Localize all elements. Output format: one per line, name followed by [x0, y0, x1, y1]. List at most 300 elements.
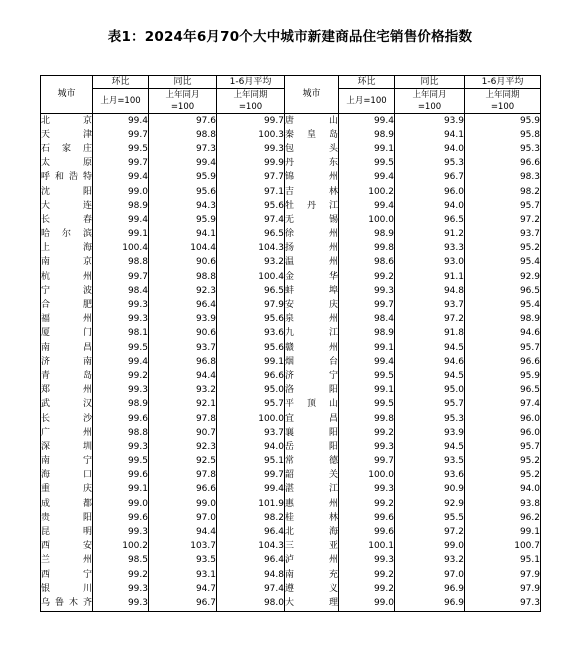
left-mom-value: 99.3: [93, 525, 149, 539]
right-avg-value: 96.5: [465, 284, 541, 298]
right-mom-value: 100.0: [339, 469, 395, 483]
table-row: [41, 511, 541, 525]
header-yoy-base-left-1: 上年同月: [149, 89, 217, 102]
left-avg-value: 96.5: [217, 228, 285, 242]
left-yoy-value: 98.8: [149, 270, 217, 284]
left-yoy-value: 104.4: [149, 242, 217, 256]
left-yoy-value: 98.8: [149, 128, 217, 142]
right-avg-value: 94.0: [465, 483, 541, 497]
price-index-table: [40, 75, 541, 612]
right-yoy-value: 90.9: [395, 483, 465, 497]
left-avg-value: 95.7: [217, 398, 285, 412]
table-row: [41, 313, 541, 327]
page-title: 表1：2024年6月70个大中城市新建商品住宅销售价格指数: [107, 29, 473, 45]
table-row: [41, 540, 541, 554]
right-city-name: 徐州: [285, 228, 339, 242]
left-city-name: 西安: [41, 540, 93, 554]
table-row: [41, 497, 541, 511]
right-mom-value: 99.1: [339, 341, 395, 355]
right-avg-value: 96.0: [465, 412, 541, 426]
right-city-name: 烟台: [285, 355, 339, 369]
table-row: [41, 355, 541, 369]
left-city-name: 昆明: [41, 525, 93, 539]
left-yoy-value: 92.3: [149, 440, 217, 454]
left-yoy-value: 97.8: [149, 469, 217, 483]
left-avg-value: 97.9: [217, 298, 285, 312]
left-yoy-value: 93.1: [149, 568, 217, 582]
right-yoy-value: 95.7: [395, 398, 465, 412]
left-yoy-value: 93.7: [149, 341, 217, 355]
right-yoy-value: 96.7: [395, 171, 465, 185]
left-city-name: 宁波: [41, 284, 93, 298]
right-avg-value: 96.2: [465, 511, 541, 525]
left-city-name: 合肥: [41, 298, 93, 312]
right-yoy-value: 95.3: [395, 412, 465, 426]
right-mom-value: 100.0: [339, 213, 395, 227]
right-yoy-value: 93.2: [395, 554, 465, 568]
right-avg-value: 95.4: [465, 298, 541, 312]
left-mom-value: 99.4: [93, 171, 149, 185]
left-city-name: 青岛: [41, 369, 93, 383]
header-avg-base-left-1: 上年同期: [217, 89, 285, 102]
right-city-name: 包头: [285, 142, 339, 156]
right-mom-value: 99.2: [339, 582, 395, 596]
right-city-name: 金华: [285, 270, 339, 284]
right-avg-value: 97.9: [465, 568, 541, 582]
left-avg-value: 94.8: [217, 568, 285, 582]
left-yoy-value: 95.9: [149, 213, 217, 227]
left-yoy-value: 94.4: [149, 369, 217, 383]
left-city-name: 海口: [41, 469, 93, 483]
right-avg-value: 97.3: [465, 596, 541, 611]
left-mom-value: 99.3: [93, 384, 149, 398]
right-mom-value: 99.5: [339, 157, 395, 171]
left-avg-value: 98.0: [217, 596, 285, 611]
right-city-name: 岳阳: [285, 440, 339, 454]
left-mom-value: 99.6: [93, 412, 149, 426]
left-city-name: 南昌: [41, 341, 93, 355]
right-yoy-value: 94.6: [395, 355, 465, 369]
left-yoy-value: 97.3: [149, 142, 217, 156]
left-mom-value: 99.6: [93, 511, 149, 525]
right-yoy-value: 93.0: [395, 256, 465, 270]
right-yoy-value: 93.7: [395, 298, 465, 312]
right-avg-value: 94.6: [465, 327, 541, 341]
header-city-left: 城市: [41, 76, 93, 114]
right-yoy-value: 96.5: [395, 213, 465, 227]
left-city-name: 武汉: [41, 398, 93, 412]
right-yoy-value: 94.5: [395, 369, 465, 383]
right-city-name: 常德: [285, 455, 339, 469]
table-row: [41, 369, 541, 383]
right-city-name: 泉州: [285, 313, 339, 327]
right-city-name: 韶关: [285, 469, 339, 483]
left-yoy-value: 99.4: [149, 157, 217, 171]
left-yoy-value: 95.6: [149, 185, 217, 199]
right-avg-value: 100.7: [465, 540, 541, 554]
table-row: [41, 596, 541, 611]
right-yoy-value: 94.0: [395, 142, 465, 156]
header-mom-right: 环比: [339, 76, 395, 89]
table-row: [41, 242, 541, 256]
left-city-name: 重庆: [41, 483, 93, 497]
left-city-name: 太原: [41, 157, 93, 171]
right-avg-value: 99.1: [465, 525, 541, 539]
left-mom-value: 99.3: [93, 298, 149, 312]
left-mom-value: 99.7: [93, 157, 149, 171]
table-row: [41, 199, 541, 213]
left-avg-value: 97.4: [217, 582, 285, 596]
left-mom-value: 99.1: [93, 483, 149, 497]
right-yoy-value: 92.9: [395, 497, 465, 511]
left-avg-value: 95.6: [217, 199, 285, 213]
table-row: [41, 554, 541, 568]
left-yoy-value: 93.2: [149, 384, 217, 398]
right-city-name: 南充: [285, 568, 339, 582]
right-yoy-value: 93.5: [395, 455, 465, 469]
left-yoy-value: 92.1: [149, 398, 217, 412]
header-yoy-left: 同比: [149, 76, 217, 89]
right-mom-value: 99.3: [339, 440, 395, 454]
table-row: [41, 270, 541, 284]
left-mom-value: 99.7: [93, 270, 149, 284]
left-city-name: 贵阳: [41, 511, 93, 525]
right-city-name: 三亚: [285, 540, 339, 554]
table-row: [41, 185, 541, 199]
table-body: [41, 114, 541, 612]
right-mom-value: 98.9: [339, 228, 395, 242]
left-yoy-value: 90.6: [149, 327, 217, 341]
left-avg-value: 97.1: [217, 185, 285, 199]
left-avg-value: 99.7: [217, 469, 285, 483]
left-yoy-value: 99.0: [149, 497, 217, 511]
table-row: [41, 398, 541, 412]
right-avg-value: 95.7: [465, 341, 541, 355]
left-mom-value: 98.9: [93, 199, 149, 213]
right-avg-value: 93.7: [465, 228, 541, 242]
table-row: [41, 114, 541, 129]
left-city-name: 上海: [41, 242, 93, 256]
table-row: [41, 412, 541, 426]
left-avg-value: 101.9: [217, 497, 285, 511]
left-mom-value: 99.3: [93, 582, 149, 596]
left-yoy-value: 94.7: [149, 582, 217, 596]
right-city-name: 丹东: [285, 157, 339, 171]
left-mom-value: 99.2: [93, 568, 149, 582]
right-mom-value: 99.4: [339, 199, 395, 213]
left-yoy-value: 103.7: [149, 540, 217, 554]
right-mom-value: 99.4: [339, 355, 395, 369]
left-yoy-value: 97.0: [149, 511, 217, 525]
left-avg-value: 93.6: [217, 327, 285, 341]
right-city-name: 惠州: [285, 497, 339, 511]
left-city-name: 哈尔滨: [41, 228, 93, 242]
table-row: [41, 483, 541, 497]
right-mom-value: 99.7: [339, 298, 395, 312]
left-city-name: 广州: [41, 426, 93, 440]
left-yoy-value: 92.5: [149, 455, 217, 469]
left-mom-value: 100.2: [93, 540, 149, 554]
right-yoy-value: 94.1: [395, 128, 465, 142]
left-avg-value: 97.7: [217, 171, 285, 185]
left-yoy-value: 96.4: [149, 298, 217, 312]
left-avg-value: 100.0: [217, 412, 285, 426]
left-city-name: 济南: [41, 355, 93, 369]
right-mom-value: 99.1: [339, 384, 395, 398]
left-avg-value: 104.3: [217, 242, 285, 256]
header-avg-base-right-1: 上年同期: [465, 89, 541, 102]
right-city-name: 秦皇岛: [285, 128, 339, 142]
table-row: [41, 327, 541, 341]
left-yoy-value: 93.9: [149, 313, 217, 327]
left-city-name: 大连: [41, 199, 93, 213]
left-yoy-value: 96.7: [149, 596, 217, 611]
right-avg-value: 95.7: [465, 440, 541, 454]
left-avg-value: 99.9: [217, 157, 285, 171]
left-yoy-value: 97.6: [149, 114, 217, 129]
header-avg-base-left-2: =100: [217, 101, 285, 114]
left-city-name: 石家庄: [41, 142, 93, 156]
right-avg-value: 97.9: [465, 582, 541, 596]
right-avg-value: 95.8: [465, 128, 541, 142]
right-mom-value: 99.7: [339, 455, 395, 469]
right-mom-value: 98.9: [339, 327, 395, 341]
header-mom-base-left: 上月=100: [93, 89, 149, 114]
left-avg-value: 100.3: [217, 128, 285, 142]
left-yoy-value: 96.6: [149, 483, 217, 497]
left-avg-value: 96.4: [217, 554, 285, 568]
header-mom-left: 环比: [93, 76, 149, 89]
table-row: [41, 525, 541, 539]
left-mom-value: 99.0: [93, 185, 149, 199]
table-row: [41, 128, 541, 142]
left-mom-value: 99.3: [93, 596, 149, 611]
table-row: [41, 469, 541, 483]
header-yoy-base-left-2: =100: [149, 101, 217, 114]
right-avg-value: 95.9: [465, 369, 541, 383]
right-mom-value: 99.3: [339, 284, 395, 298]
left-city-name: 长春: [41, 213, 93, 227]
right-avg-value: 93.8: [465, 497, 541, 511]
right-yoy-value: 96.9: [395, 596, 465, 611]
table-row: [41, 384, 541, 398]
right-yoy-value: 97.0: [395, 568, 465, 582]
left-city-name: 北京: [41, 114, 93, 129]
table-row: [41, 213, 541, 227]
right-yoy-value: 94.5: [395, 440, 465, 454]
right-avg-value: 95.2: [465, 455, 541, 469]
right-city-name: 北海: [285, 525, 339, 539]
table-row: [41, 284, 541, 298]
left-mom-value: 98.8: [93, 256, 149, 270]
right-city-name: 洛阳: [285, 384, 339, 398]
left-city-name: 沈阳: [41, 185, 93, 199]
right-city-name: 吉林: [285, 185, 339, 199]
table-row: [41, 298, 541, 312]
right-mom-value: 99.4: [339, 114, 395, 129]
left-yoy-value: 90.6: [149, 256, 217, 270]
right-city-name: 平顶山: [285, 398, 339, 412]
header-avg-right: 1-6月平均: [465, 76, 541, 89]
right-yoy-value: 94.8: [395, 284, 465, 298]
right-city-name: 襄阳: [285, 426, 339, 440]
right-mom-value: 99.6: [339, 525, 395, 539]
left-mom-value: 99.4: [93, 213, 149, 227]
header-yoy-base-right-1: 上年同月: [395, 89, 465, 102]
right-yoy-value: 95.5: [395, 511, 465, 525]
right-mom-value: 99.8: [339, 242, 395, 256]
right-mom-value: 99.3: [339, 483, 395, 497]
right-city-name: 无锡: [285, 213, 339, 227]
right-mom-value: 100.2: [339, 185, 395, 199]
table-row: [41, 171, 541, 185]
right-mom-value: 99.2: [339, 426, 395, 440]
table-row: [41, 341, 541, 355]
right-avg-value: 97.4: [465, 398, 541, 412]
left-mom-value: 99.5: [93, 341, 149, 355]
left-city-name: 长沙: [41, 412, 93, 426]
left-city-name: 成都: [41, 497, 93, 511]
table-row: [41, 256, 541, 270]
right-yoy-value: 96.9: [395, 582, 465, 596]
right-yoy-value: 93.3: [395, 242, 465, 256]
right-avg-value: 98.3: [465, 171, 541, 185]
left-yoy-value: 96.8: [149, 355, 217, 369]
right-yoy-value: 95.3: [395, 157, 465, 171]
left-avg-value: 96.6: [217, 369, 285, 383]
header-yoy-right: 同比: [395, 76, 465, 89]
left-avg-value: 97.4: [217, 213, 285, 227]
table-row: [41, 582, 541, 596]
right-avg-value: 98.9: [465, 313, 541, 327]
right-city-name: 锦州: [285, 171, 339, 185]
right-city-name: 宜昌: [285, 412, 339, 426]
right-avg-value: 96.5: [465, 384, 541, 398]
left-avg-value: 95.6: [217, 341, 285, 355]
left-mom-value: 98.4: [93, 284, 149, 298]
left-mom-value: 99.5: [93, 455, 149, 469]
left-mom-value: 99.3: [93, 440, 149, 454]
left-mom-value: 99.4: [93, 355, 149, 369]
left-mom-value: 99.7: [93, 128, 149, 142]
right-yoy-value: 95.0: [395, 384, 465, 398]
right-avg-value: 95.2: [465, 242, 541, 256]
right-city-name: 蚌埠: [285, 284, 339, 298]
left-mom-value: 99.5: [93, 142, 149, 156]
right-yoy-value: 99.0: [395, 540, 465, 554]
right-mom-value: 99.6: [339, 511, 395, 525]
right-mom-value: 98.9: [339, 128, 395, 142]
right-avg-value: 97.2: [465, 213, 541, 227]
right-avg-value: 92.9: [465, 270, 541, 284]
right-yoy-value: 93.9: [395, 426, 465, 440]
table-row: [41, 440, 541, 454]
left-yoy-value: 90.7: [149, 426, 217, 440]
left-city-name: 兰州: [41, 554, 93, 568]
left-city-name: 呼和浩特: [41, 171, 93, 185]
left-city-name: 福州: [41, 313, 93, 327]
header-mom-base-right: 上月=100: [339, 89, 395, 114]
left-avg-value: 104.3: [217, 540, 285, 554]
right-city-name: 九江: [285, 327, 339, 341]
right-mom-value: 98.4: [339, 313, 395, 327]
right-city-name: 济宁: [285, 369, 339, 383]
left-city-name: 南京: [41, 256, 93, 270]
right-avg-value: 95.7: [465, 199, 541, 213]
left-city-name: 南宁: [41, 455, 93, 469]
right-mom-value: 99.5: [339, 369, 395, 383]
left-mom-value: 98.1: [93, 327, 149, 341]
left-city-name: 西宁: [41, 568, 93, 582]
right-avg-value: 95.1: [465, 554, 541, 568]
right-city-name: 大理: [285, 596, 339, 611]
right-mom-value: 99.4: [339, 171, 395, 185]
right-mom-value: 98.6: [339, 256, 395, 270]
left-yoy-value: 94.4: [149, 525, 217, 539]
right-yoy-value: 91.8: [395, 327, 465, 341]
left-yoy-value: 93.5: [149, 554, 217, 568]
right-mom-value: 99.5: [339, 398, 395, 412]
right-avg-value: 98.2: [465, 185, 541, 199]
left-avg-value: 96.4: [217, 525, 285, 539]
right-city-name: 遵义: [285, 582, 339, 596]
left-mom-value: 99.0: [93, 497, 149, 511]
left-avg-value: 95.6: [217, 313, 285, 327]
right-mom-value: 99.1: [339, 142, 395, 156]
right-mom-value: 99.2: [339, 270, 395, 284]
left-city-name: 杭州: [41, 270, 93, 284]
right-mom-value: 99.3: [339, 554, 395, 568]
left-mom-value: 99.3: [93, 313, 149, 327]
left-mom-value: 99.4: [93, 114, 149, 129]
right-mom-value: 100.1: [339, 540, 395, 554]
left-city-name: 深圳: [41, 440, 93, 454]
left-city-name: 乌鲁木齐: [41, 596, 93, 611]
right-mom-value: 99.0: [339, 596, 395, 611]
right-avg-value: 95.2: [465, 469, 541, 483]
left-avg-value: 93.2: [217, 256, 285, 270]
right-city-name: 泸州: [285, 554, 339, 568]
left-avg-value: 95.1: [217, 455, 285, 469]
left-mom-value: 99.1: [93, 228, 149, 242]
header-avg-left: 1-6月平均: [217, 76, 285, 89]
table-row: [41, 142, 541, 156]
right-yoy-value: 96.0: [395, 185, 465, 199]
right-yoy-value: 91.1: [395, 270, 465, 284]
left-yoy-value: 94.3: [149, 199, 217, 213]
left-city-name: 厦门: [41, 327, 93, 341]
right-yoy-value: 97.2: [395, 525, 465, 539]
right-yoy-value: 94.0: [395, 199, 465, 213]
right-yoy-value: 93.6: [395, 469, 465, 483]
right-avg-value: 96.6: [465, 355, 541, 369]
left-mom-value: 98.9: [93, 398, 149, 412]
left-avg-value: 99.7: [217, 114, 285, 129]
left-avg-value: 100.4: [217, 270, 285, 284]
table-row: [41, 455, 541, 469]
left-city-name: 银川: [41, 582, 93, 596]
left-avg-value: 95.0: [217, 384, 285, 398]
right-avg-value: 95.3: [465, 142, 541, 156]
right-city-name: 牡丹江: [285, 199, 339, 213]
right-avg-value: 96.6: [465, 157, 541, 171]
right-city-name: 唐山: [285, 114, 339, 129]
left-mom-value: 98.5: [93, 554, 149, 568]
left-city-name: 郑州: [41, 384, 93, 398]
right-avg-value: 95.4: [465, 256, 541, 270]
right-city-name: 扬州: [285, 242, 339, 256]
table-row: [41, 157, 541, 171]
